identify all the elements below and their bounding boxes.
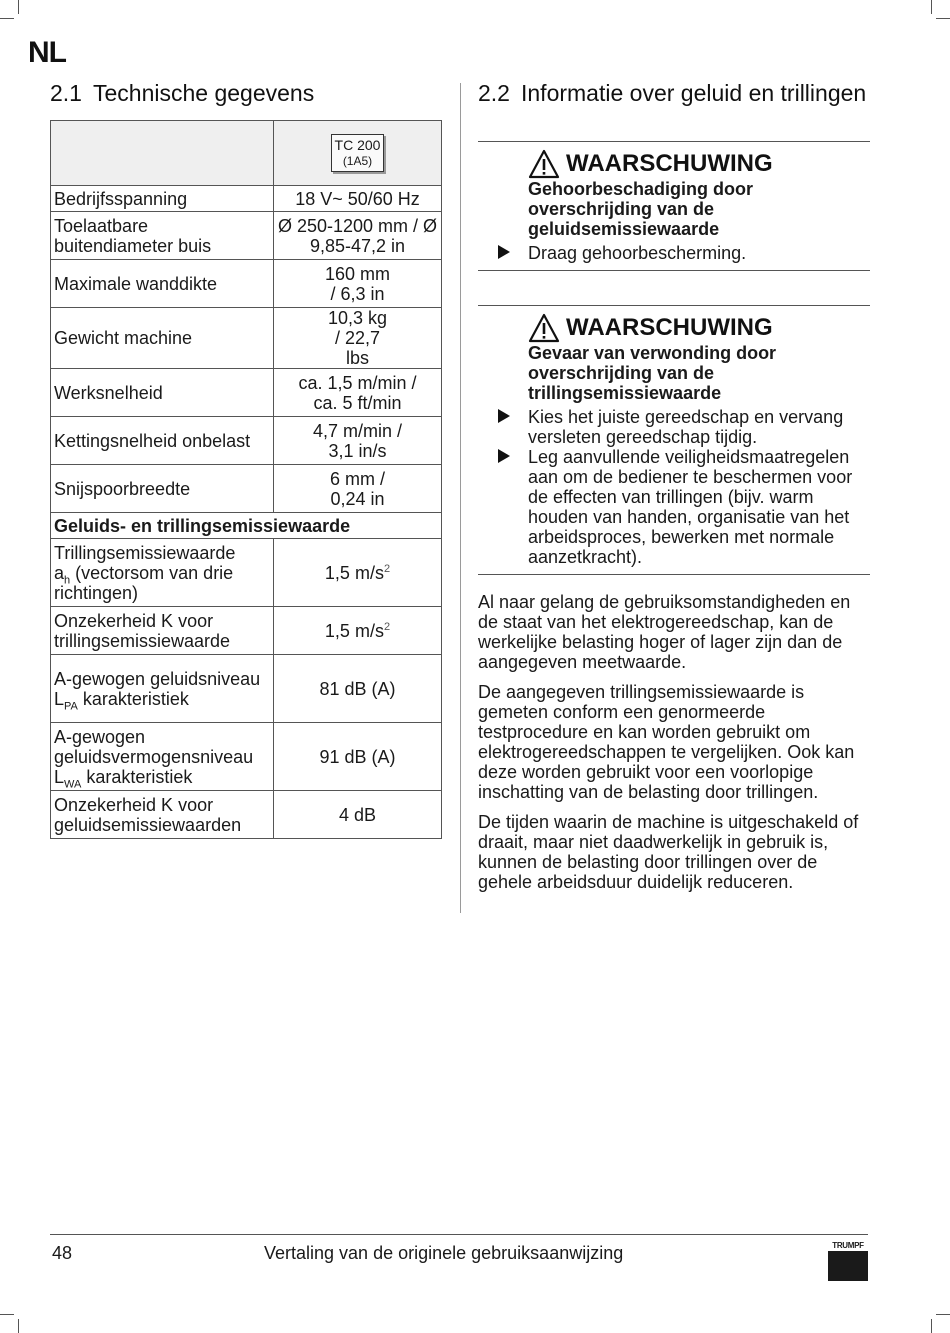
spec-label: Kettingsnelheid onbelast xyxy=(51,417,274,465)
warning-title-row xyxy=(528,149,870,179)
warning-action-list xyxy=(478,243,870,263)
table-row xyxy=(51,539,442,607)
bullet-triangle-icon xyxy=(498,409,510,423)
crop-mark xyxy=(931,1319,932,1333)
crop-mark xyxy=(0,1314,14,1315)
section-heading-noise-vibration xyxy=(478,80,870,107)
crop-mark xyxy=(18,1319,19,1333)
table-row xyxy=(51,417,442,465)
table-section-row xyxy=(51,513,442,539)
section-title: Informatie over geluid en trillingen xyxy=(521,80,867,106)
warning-box-vibration xyxy=(478,305,870,575)
spec-label: Gewicht machine xyxy=(51,308,274,369)
table-row xyxy=(51,465,442,513)
section-title: Technische gegevens xyxy=(93,80,315,106)
warning-bottom-rule xyxy=(478,270,870,271)
warning-triangle-icon xyxy=(528,149,560,179)
warning-title: WAARSCHUWING xyxy=(566,150,773,177)
list-item xyxy=(478,407,870,447)
model-code: (1A5) xyxy=(342,154,373,168)
table-row xyxy=(51,369,442,417)
section-heading-technical-data xyxy=(50,80,314,107)
paragraph: Al naar gelang de gebruiksomstandigheden en de staat van het elektrogereedschap, kan de werkelijke belasting hoger of lager zijn dan de aangegeven meetwaarde. xyxy=(478,592,851,672)
column-divider xyxy=(460,83,461,913)
paragraph: De aangegeven trillingsemissiewaarde is gemeten conform een genormeerde testprocedure en kan worden gebruikt om elektrogereedschappen te vergelijken. Ook kan deze worden gebruikt voor een voorlopige inschatting van de belasting door trillingen. xyxy=(478,682,855,802)
spec-value: 4 dB xyxy=(274,791,442,839)
section-number: 2.1 xyxy=(50,80,82,106)
table-row xyxy=(51,260,442,308)
table-row xyxy=(51,186,442,212)
table-row xyxy=(51,308,442,369)
spec-value: 4,7 m/min / 3,1 in/s xyxy=(274,417,442,465)
spec-label xyxy=(51,539,274,607)
warning-top-rule xyxy=(478,305,870,306)
table-row xyxy=(51,723,442,791)
crop-mark xyxy=(936,18,950,19)
warning-box-noise xyxy=(478,141,870,271)
table-header-row xyxy=(51,121,442,186)
crop-mark xyxy=(936,1314,950,1315)
model-name: TC 200 xyxy=(334,137,381,153)
section-number: 2.2 xyxy=(478,80,510,106)
uncertainty-vibration-exponent: 2 xyxy=(383,620,391,633)
vibration-label-part: Trillingsemissiewaarde xyxy=(54,542,236,563)
warning-bottom-rule xyxy=(478,574,870,575)
language-code: NL xyxy=(28,36,66,69)
spec-value: 160 mm / 6,3 in xyxy=(274,260,442,308)
spec-value xyxy=(274,607,442,655)
vibration-label-part: (vectorsom van drie richtingen) xyxy=(54,562,234,603)
spec-label: Onzekerheid K voor geluidsemissiewaarden xyxy=(51,791,274,839)
spec-value: 91 dB (A) xyxy=(274,723,442,791)
vibration-value-exponent: 2 xyxy=(383,562,391,575)
spec-label: Onzekerheid K voor trillingsemissiewaarde xyxy=(51,607,274,655)
spec-label: Bedrijfsspanning xyxy=(51,186,274,212)
brand-logo-block xyxy=(828,1251,868,1281)
sound-level-subscript: PA xyxy=(64,700,78,713)
spec-label: Maximale wanddikte xyxy=(51,260,274,308)
warning-title: WAARSCHUWING xyxy=(566,314,773,341)
bullet-triangle-icon xyxy=(498,449,510,463)
spec-label xyxy=(51,655,274,723)
crop-mark xyxy=(0,18,14,19)
spec-label xyxy=(51,723,274,791)
table-row xyxy=(51,655,442,723)
emission-section-header: Geluids- en trillingsemissiewaarde xyxy=(51,513,442,539)
spec-value: Ø 250-1200 mm / Ø 9,85-47,2 in xyxy=(274,212,442,260)
crop-mark xyxy=(931,0,932,14)
spec-value: 81 dB (A) xyxy=(274,655,442,723)
list-item-text: Kies het juiste gereedschap en vervang versleten gereedschap tijdig. xyxy=(528,407,844,447)
bullet-triangle-icon xyxy=(498,245,510,259)
technical-data-table xyxy=(50,120,442,839)
table-header-model-cell xyxy=(274,121,442,186)
uncertainty-vibration-value: 1,5 m/s xyxy=(324,620,384,641)
sound-power-label-part: karakteristiek xyxy=(81,766,193,787)
warning-title-row xyxy=(528,313,870,343)
table-row xyxy=(51,212,442,260)
model-label-box xyxy=(331,134,385,172)
list-item xyxy=(478,243,870,263)
body-text xyxy=(478,592,870,902)
footer-text: Vertaling van de originele gebruiksaanwijzing xyxy=(264,1243,624,1263)
warning-subtitle: Gehoorbeschadiging door overschrijding van de geluidsemissiewaarde xyxy=(528,179,754,239)
sound-power-subscript: WA xyxy=(64,778,82,791)
sound-level-label-part: A-gewogen geluidsniveau L xyxy=(54,668,261,709)
spec-label: Toelaatbare buitendiameter buis xyxy=(51,212,274,260)
spec-value: 6 mm / 0,24 in xyxy=(274,465,442,513)
spec-value xyxy=(274,539,442,607)
brand-logo-text: TRUMPF xyxy=(832,1241,864,1250)
spec-value: ca. 1,5 m/min / ca. 5 ft/min xyxy=(274,369,442,417)
warning-action-list xyxy=(478,407,870,567)
warning-top-rule xyxy=(478,141,870,142)
footer-rule xyxy=(50,1234,868,1235)
sound-level-label-part: karakteristiek xyxy=(77,688,189,709)
crop-mark xyxy=(18,0,19,14)
table-header-empty-cell xyxy=(51,121,274,186)
spec-label: Werksnelheid xyxy=(51,369,274,417)
spec-label: Snijspoorbreedte xyxy=(51,465,274,513)
table-row xyxy=(51,791,442,839)
sound-power-label-part: A-gewogen geluidsvermogensniveau L xyxy=(54,726,254,787)
list-item-text: Draag gehoorbescherming. xyxy=(528,243,747,263)
spec-value: 10,3 kg / 22,7 lbs xyxy=(274,308,442,369)
spec-value: 18 V~ 50/60 Hz xyxy=(274,186,442,212)
list-item xyxy=(478,447,870,567)
vibration-symbol-subscript: h xyxy=(64,574,71,587)
list-item-text: Leg aanvullende veiligheidsmaatregelen aan om de bediener te beschermen voor de effecten van trillingen (bijv. warm houden van handen, organisatie van het arbeidsproces, bewerken met normale aanzetkracht). xyxy=(528,447,853,567)
brand-logo xyxy=(828,1241,868,1281)
warning-triangle-icon xyxy=(528,313,560,343)
vibration-symbol: a xyxy=(54,562,65,583)
warning-subtitle: Gevaar van verwonding door overschrijding van de trillingsemissiewaarde xyxy=(528,343,777,403)
table-row xyxy=(51,607,442,655)
paragraph: De tijden waarin de machine is uitgeschakeld of draait, maar niet daadwerkelijk in gebruik is, kunnen de belasting door trillingen over de gehele arbeidsduur duidelijk reduceren. xyxy=(478,812,859,892)
vibration-value: 1,5 m/s xyxy=(324,562,384,583)
page-number: 48 xyxy=(52,1243,73,1263)
